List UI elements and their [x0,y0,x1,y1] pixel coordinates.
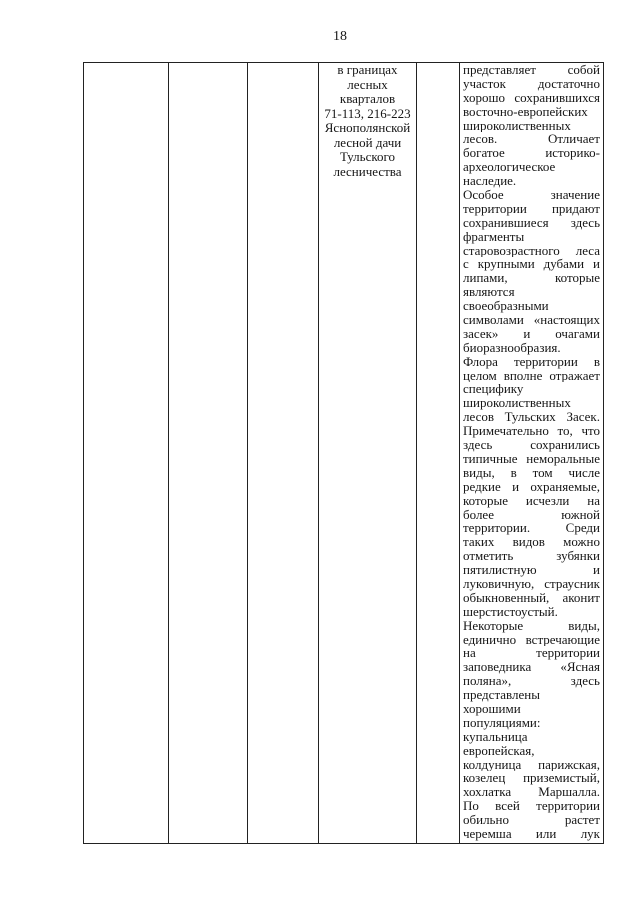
description-line: более южной [463,507,600,522]
description-line: археологическое [463,160,556,175]
description-line: луковичную, страусник [463,576,600,591]
description-line: обыкновенный, аконит [463,590,600,605]
description-line: типичные неморальные [463,451,600,466]
description-line: Примечательно то, что [463,424,600,439]
location-line: лесной дачи [333,135,402,150]
description-line: специфику [463,382,524,397]
description-line: восточно-европейских [463,104,588,119]
description-line: хохлатка Маршалла. [463,785,600,800]
location-line: Тульского [339,150,396,164]
description-line: являются [463,285,515,300]
description-paragraph [463,355,600,619]
table-cell-description [459,63,603,843]
location-line: кварталов [339,92,396,106]
location-line: Яснополянской [324,121,411,135]
description-line: По всей территории [463,799,600,814]
table-cell-empty [84,63,168,843]
description-line: представляет собой [463,63,600,77]
table-cell-empty [168,63,247,843]
location-line: 71-113, 216-223 [324,106,411,121]
description-paragraph [463,188,600,355]
description-line: лесов. Отличает [463,132,600,147]
description-line: территории. Среди [463,521,600,536]
description-line: широколиственных [463,396,571,411]
description-line: заповедника «Ясная [463,660,600,675]
description-line: целом вполне отражает [463,368,600,383]
description-line: единично встречающие [463,632,600,647]
description-line: представлены [463,688,540,702]
table-cell-location [318,63,416,843]
location-line: в границах [337,63,398,77]
description-line: старовозрастного леса [463,243,600,258]
description-line: европейская, [463,743,535,758]
description-line: лесов Тульских Засек. [463,410,600,425]
description-line: отметить зубянки [463,549,600,564]
description-line: фрагменты [463,229,525,244]
description-line: здесь сохранились [463,438,600,452]
description-line: редкие и охраняемые, [463,479,600,494]
description-line: территории придают [463,201,600,216]
description-line: символами «настоящих [463,313,600,327]
table-cell-empty [247,63,318,843]
description-line: широколиственных [463,118,571,133]
description-line: колдуница парижская, [463,757,600,772]
location-line: лесничества [333,164,402,179]
description-line: черемша или лук [463,826,600,841]
description-line: Особое значение [463,188,600,202]
location-text [319,63,416,179]
description-line: хорошо сохранившихся [463,90,600,105]
description-paragraph [463,619,600,841]
description-line: засек» и очагами [463,326,600,341]
description-line: богатое историко- [463,146,600,161]
description-line: с крупными дубами и [463,257,600,272]
description-line: Некоторые виды, [463,618,600,633]
description-paragraph [463,63,600,188]
description-line: виды, в том числе [463,465,600,480]
description-line: Флора территории в [463,354,600,369]
description-line: таких видов можно [463,535,600,550]
description-line: хорошими [463,701,521,716]
description-line: участок достаточно [463,76,600,91]
description-line: липами, которые [463,271,600,286]
description-line: популяциями: [463,715,541,730]
table-cell-empty [416,63,459,843]
description-line: своеобразными [463,299,549,314]
document-table [83,62,604,844]
description-line: шерстистоустый. [463,604,558,619]
description-line: биоразнообразия. [463,340,561,355]
description-line: козелец приземистый, [463,771,600,786]
description-text [460,63,603,841]
description-line: поляна», здесь [463,674,600,689]
description-line: на территории [463,646,600,661]
description-line: пятилистную и [463,563,600,577]
description-line: которые исчезли на [463,493,600,508]
location-line: лесных [347,77,388,92]
description-line: наследие. [463,174,517,189]
description-line: сохранившиеся здесь [463,215,600,230]
description-line: обильно растет [463,813,600,827]
page-number: 18 [333,29,347,44]
description-line: купальница [463,729,528,744]
